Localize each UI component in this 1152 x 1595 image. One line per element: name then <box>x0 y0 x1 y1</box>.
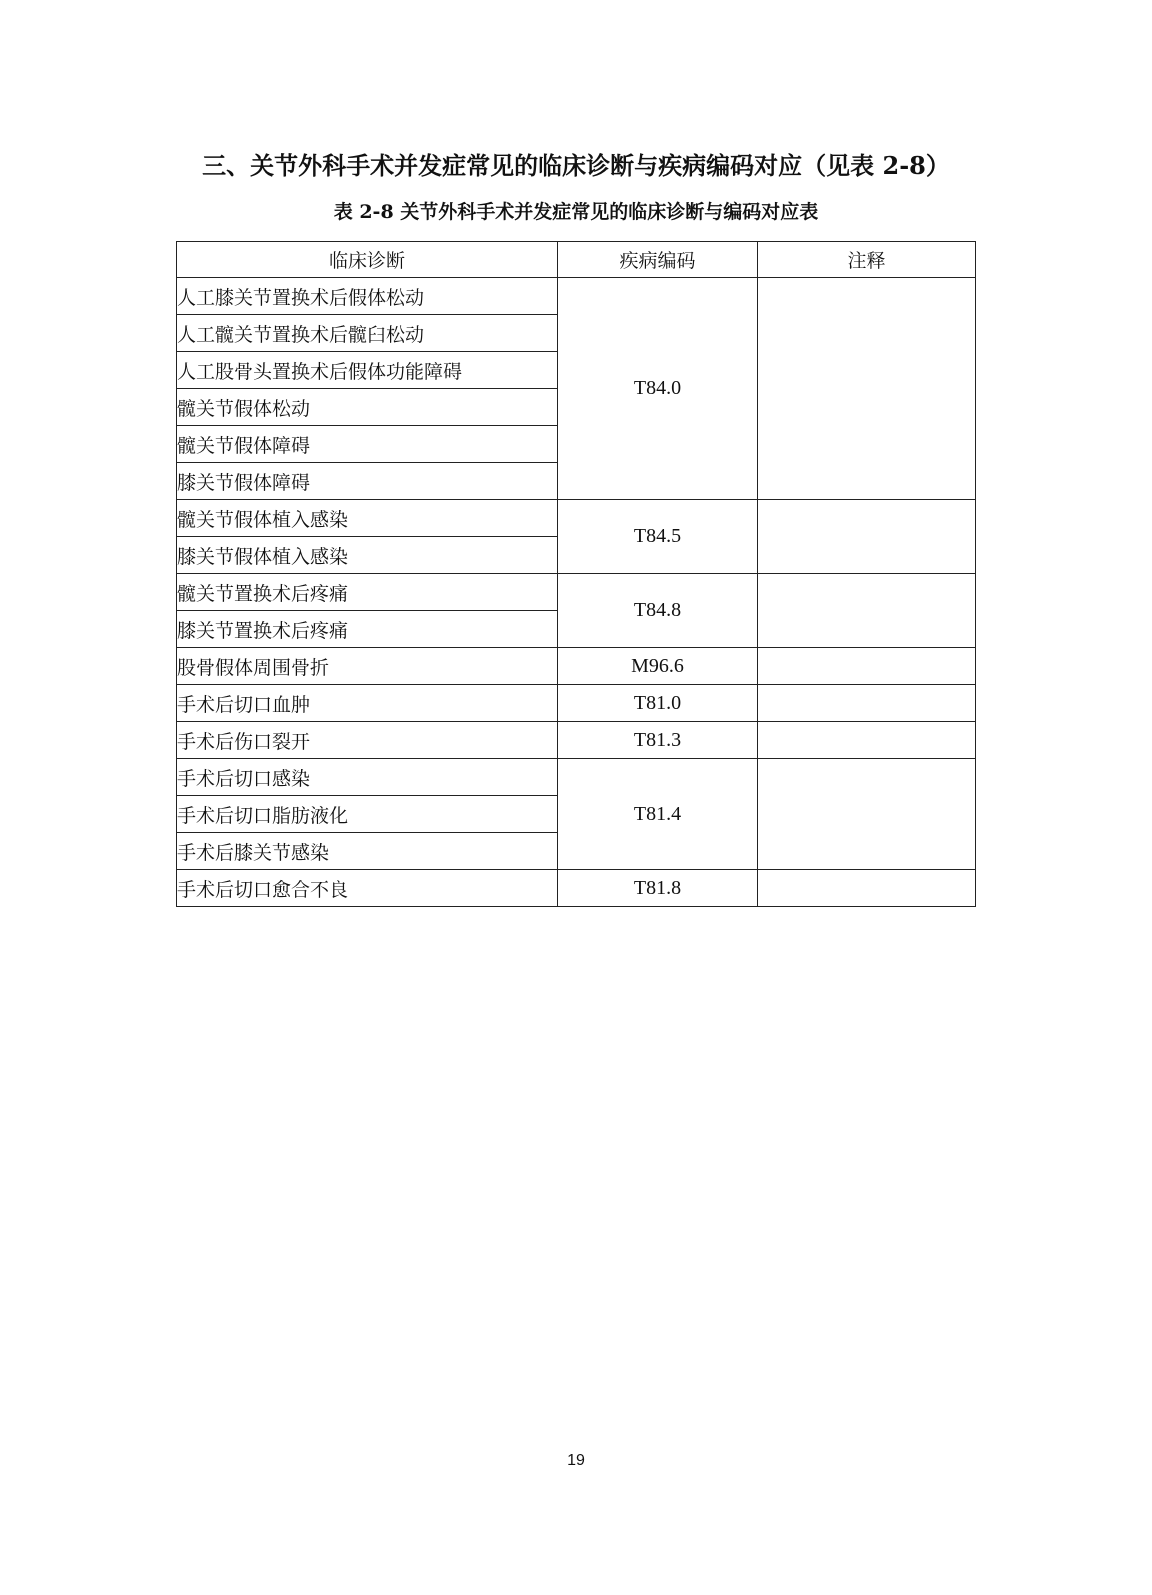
header-notes: 注释 <box>758 242 976 278</box>
clinical-diagnosis-cell: 膝关节假体障碍 <box>177 463 558 500</box>
disease-code-cell: T84.8 <box>558 574 758 648</box>
table-row <box>177 574 976 611</box>
diagnosis-code-table <box>176 241 976 907</box>
disease-code-cell: T84.5 <box>558 500 758 574</box>
table-row <box>177 685 976 722</box>
table-row <box>177 759 976 796</box>
table-row <box>177 500 976 537</box>
notes-cell <box>758 722 976 759</box>
disease-code-cell: T81.4 <box>558 759 758 870</box>
clinical-diagnosis-cell: 股骨假体周围骨折 <box>177 648 558 685</box>
notes-cell <box>758 278 976 500</box>
clinical-diagnosis-cell: 手术后伤口裂开 <box>177 722 558 759</box>
disease-code-cell: M96.6 <box>558 648 758 685</box>
clinical-diagnosis-cell: 髋关节假体植入感染 <box>177 500 558 537</box>
clinical-diagnosis-cell: 人工髋关节置换术后髋臼松动 <box>177 315 558 352</box>
clinical-diagnosis-cell: 髋关节假体障碍 <box>177 426 558 463</box>
table-row <box>177 648 976 685</box>
notes-cell <box>758 685 976 722</box>
page-number: 19 <box>567 1452 585 1469</box>
header-disease-code: 疾病编码 <box>558 242 758 278</box>
header-clinical-diagnosis: 临床诊断 <box>177 242 558 278</box>
notes-cell <box>758 574 976 648</box>
clinical-diagnosis-cell: 膝关节假体植入感染 <box>177 537 558 574</box>
clinical-diagnosis-cell: 人工膝关节置换术后假体松动 <box>177 278 558 315</box>
disease-code-cell: T81.0 <box>558 685 758 722</box>
table-row <box>177 722 976 759</box>
disease-code-cell: T81.8 <box>558 870 758 907</box>
clinical-diagnosis-cell: 手术后切口愈合不良 <box>177 870 558 907</box>
clinical-diagnosis-cell: 手术后膝关节感染 <box>177 833 558 870</box>
table-header-row <box>177 242 976 278</box>
clinical-diagnosis-cell: 手术后切口感染 <box>177 759 558 796</box>
disease-code-cell: T84.0 <box>558 278 758 500</box>
table-row <box>177 278 976 315</box>
clinical-diagnosis-cell: 人工股骨头置换术后假体功能障碍 <box>177 352 558 389</box>
clinical-diagnosis-cell: 膝关节置换术后疼痛 <box>177 611 558 648</box>
clinical-diagnosis-cell: 髋关节假体松动 <box>177 389 558 426</box>
notes-cell <box>758 759 976 870</box>
clinical-diagnosis-cell: 手术后切口血肿 <box>177 685 558 722</box>
disease-code-cell: T81.3 <box>558 722 758 759</box>
table-row <box>177 870 976 907</box>
clinical-diagnosis-cell: 手术后切口脂肪液化 <box>177 796 558 833</box>
table-caption: 表 2-8 关节外科手术并发症常见的临床诊断与编码对应表 <box>333 201 819 223</box>
notes-cell <box>758 870 976 907</box>
notes-cell <box>758 648 976 685</box>
clinical-diagnosis-cell: 髋关节置换术后疼痛 <box>177 574 558 611</box>
table-body <box>177 278 976 907</box>
notes-cell <box>758 500 976 574</box>
section-heading: 三、关节外科手术并发症常见的临床诊断与疾病编码对应（见表 2-8） <box>202 151 950 180</box>
